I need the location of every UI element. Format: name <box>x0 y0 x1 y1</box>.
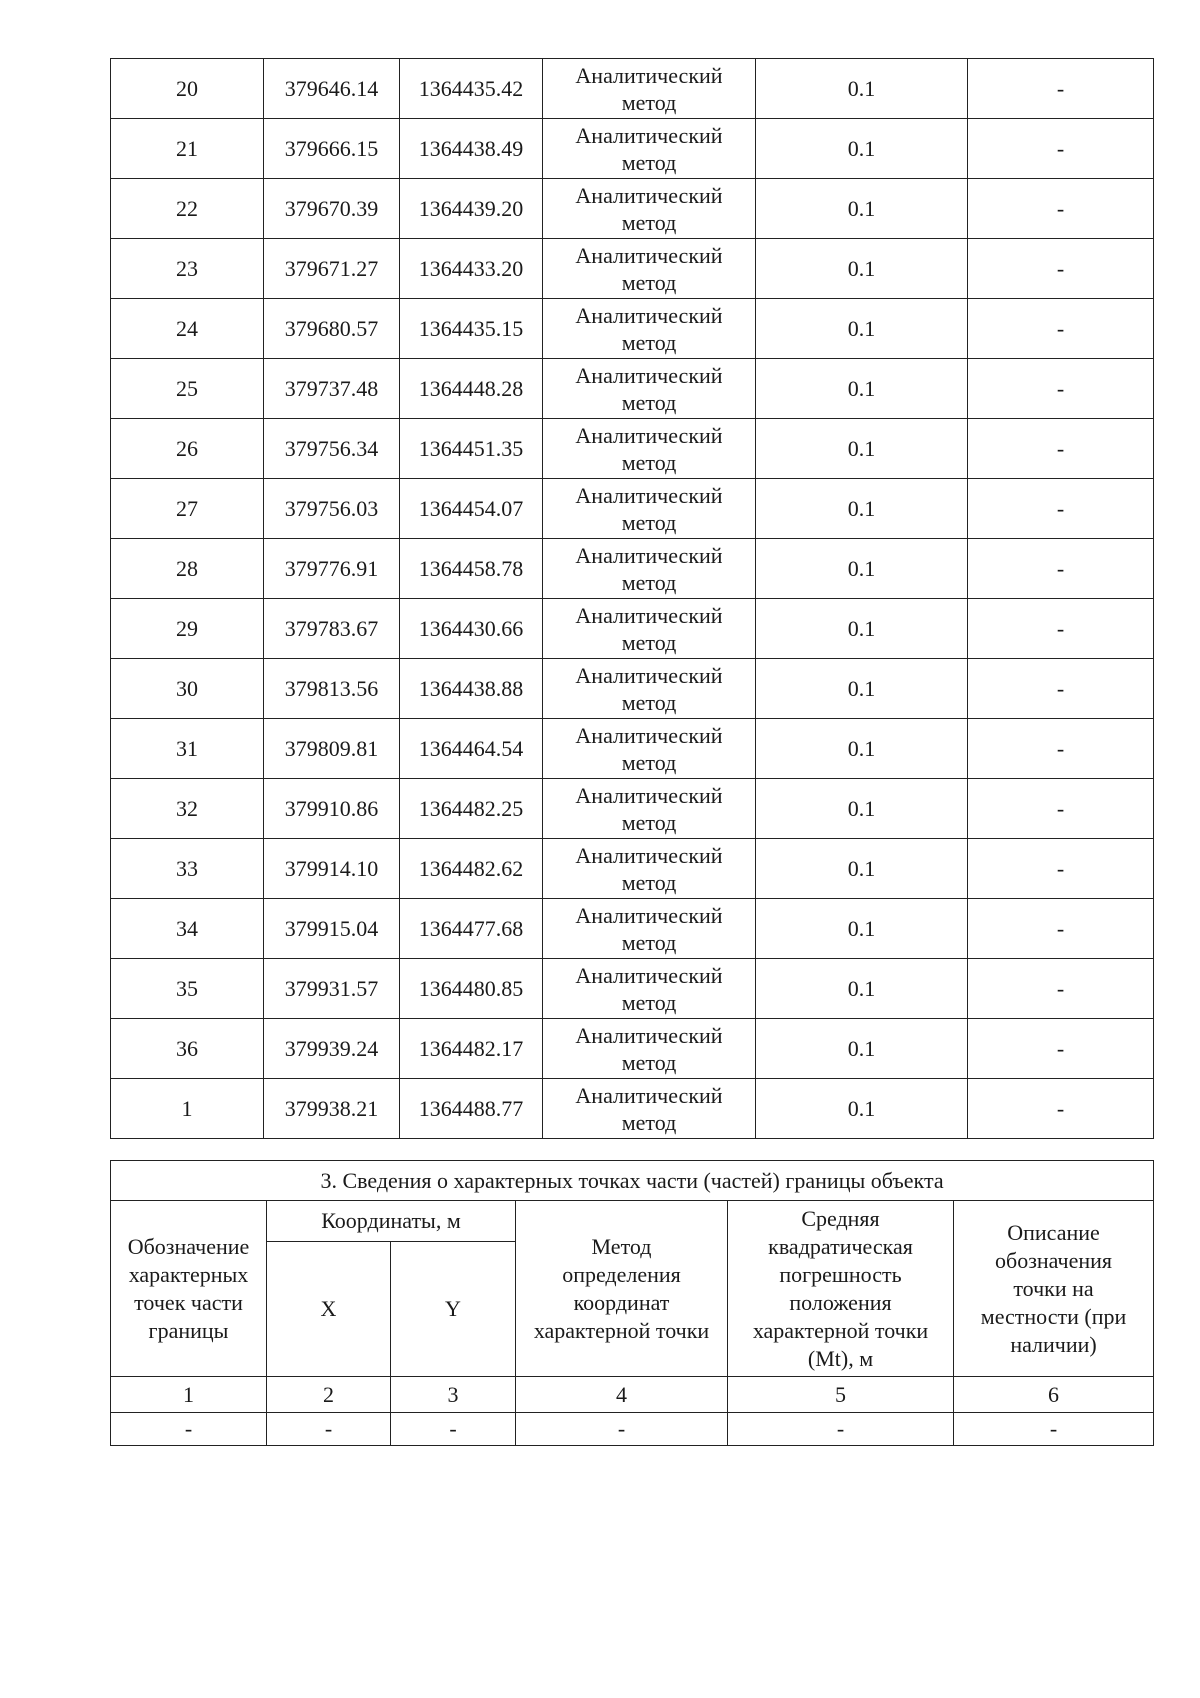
point-row <box>111 359 1154 419</box>
point-row <box>111 539 1154 599</box>
mt-value: 0.1 <box>756 359 968 419</box>
point-number: 23 <box>111 239 264 299</box>
point-number: 32 <box>111 779 264 839</box>
method-cell <box>543 239 756 299</box>
point-row <box>111 59 1154 119</box>
point-number: 22 <box>111 179 264 239</box>
coord-y: 1364448.28 <box>400 359 543 419</box>
point-row <box>111 1079 1154 1139</box>
method-line: Аналитический <box>575 1022 723 1048</box>
coord-x: 379671.27 <box>264 239 400 299</box>
method-line: метод <box>621 389 677 415</box>
method-line: метод <box>621 449 677 475</box>
method-line: метод <box>621 809 677 835</box>
col-number: 5 <box>728 1377 954 1413</box>
method-line: Аналитический <box>575 902 723 928</box>
boundary-points-table <box>110 58 1154 1139</box>
header-designation: Обозначение характерных точек части границы <box>111 1201 267 1377</box>
col-number: 4 <box>516 1377 728 1413</box>
point-row <box>111 719 1154 779</box>
coord-y: 1364433.20 <box>400 239 543 299</box>
coord-y: 1364454.07 <box>400 479 543 539</box>
section3-table <box>110 1160 1154 1446</box>
method-line: метод <box>621 509 677 535</box>
mt-value: 0.1 <box>756 779 968 839</box>
mt-value: 0.1 <box>756 899 968 959</box>
header-method: Метод определения координат характерной точки <box>516 1201 728 1377</box>
mt-value: 0.1 <box>756 839 968 899</box>
method-cell <box>543 419 756 479</box>
point-description: - <box>968 899 1154 959</box>
point-description: - <box>968 239 1154 299</box>
mt-value: 0.1 <box>756 59 968 119</box>
point-description: - <box>968 299 1154 359</box>
coord-x: 379670.39 <box>264 179 400 239</box>
mt-value: 0.1 <box>756 299 968 359</box>
coord-y: 1364438.49 <box>400 119 543 179</box>
point-description: - <box>968 1079 1154 1139</box>
point-description: - <box>968 539 1154 599</box>
point-number: 1 <box>111 1079 264 1139</box>
point-number: 21 <box>111 119 264 179</box>
method-line: Аналитический <box>575 782 723 808</box>
column-numbers-row <box>111 1377 1154 1413</box>
header-x: X <box>267 1242 391 1377</box>
method-line: Аналитический <box>575 482 723 508</box>
point-description: - <box>968 1019 1154 1079</box>
method-line: метод <box>621 1049 677 1075</box>
method-line: Аналитический <box>575 422 723 448</box>
point-number: 27 <box>111 479 264 539</box>
point-number: 20 <box>111 59 264 119</box>
method-cell <box>543 1019 756 1079</box>
point-row <box>111 779 1154 839</box>
mt-value: 0.1 <box>756 1079 968 1139</box>
point-description: - <box>968 59 1154 119</box>
method-cell <box>543 1079 756 1139</box>
point-number: 25 <box>111 359 264 419</box>
point-number: 26 <box>111 419 264 479</box>
col-number: 3 <box>391 1377 516 1413</box>
coord-y: 1364430.66 <box>400 599 543 659</box>
coord-y: 1364435.42 <box>400 59 543 119</box>
coord-y: 1364464.54 <box>400 719 543 779</box>
empty-cell: - <box>516 1413 728 1446</box>
method-cell <box>543 839 756 899</box>
point-row <box>111 119 1154 179</box>
method-line: метод <box>621 1109 677 1135</box>
method-line: метод <box>621 989 677 1015</box>
coord-y: 1364477.68 <box>400 899 543 959</box>
method-cell <box>543 359 756 419</box>
mt-value: 0.1 <box>756 1019 968 1079</box>
point-description: - <box>968 719 1154 779</box>
coord-y: 1364451.35 <box>400 419 543 479</box>
mt-value: 0.1 <box>756 479 968 539</box>
method-line: Аналитический <box>575 602 723 628</box>
mt-value: 0.1 <box>756 719 968 779</box>
col-number: 2 <box>267 1377 391 1413</box>
empty-cell: - <box>954 1413 1154 1446</box>
coord-x: 379910.86 <box>264 779 400 839</box>
point-number: 31 <box>111 719 264 779</box>
coord-x: 379737.48 <box>264 359 400 419</box>
mt-value: 0.1 <box>756 539 968 599</box>
coord-x: 379783.67 <box>264 599 400 659</box>
mt-value: 0.1 <box>756 659 968 719</box>
coord-y: 1364488.77 <box>400 1079 543 1139</box>
header-description: Описание обозначения точки на местности (при наличии) <box>954 1201 1154 1377</box>
coord-y: 1364480.85 <box>400 959 543 1019</box>
point-row <box>111 179 1154 239</box>
point-row <box>111 839 1154 899</box>
method-cell <box>543 59 756 119</box>
coord-x: 379914.10 <box>264 839 400 899</box>
header-mt: Средняя квадратическая погрешность положения характерной точки (Mt), м <box>728 1201 954 1377</box>
method-line: Аналитический <box>575 722 723 748</box>
method-cell <box>543 779 756 839</box>
coord-x: 379809.81 <box>264 719 400 779</box>
coord-y: 1364482.17 <box>400 1019 543 1079</box>
method-line: Аналитический <box>575 662 723 688</box>
point-row <box>111 959 1154 1019</box>
method-cell <box>543 659 756 719</box>
mt-value: 0.1 <box>756 599 968 659</box>
col-number: 6 <box>954 1377 1154 1413</box>
method-line: Аналитический <box>575 182 723 208</box>
method-line: Аналитический <box>575 242 723 268</box>
method-line: Аналитический <box>575 962 723 988</box>
coord-x: 379666.15 <box>264 119 400 179</box>
point-number: 30 <box>111 659 264 719</box>
method-line: метод <box>621 629 677 655</box>
boundary-points-body <box>111 59 1154 1139</box>
point-row <box>111 479 1154 539</box>
method-cell <box>543 179 756 239</box>
empty-data-row <box>111 1413 1154 1446</box>
coord-x: 379939.24 <box>264 1019 400 1079</box>
method-line: метод <box>621 269 677 295</box>
coord-x: 379915.04 <box>264 899 400 959</box>
coord-x: 379680.57 <box>264 299 400 359</box>
method-line: Аналитический <box>575 842 723 868</box>
coord-x: 379646.14 <box>264 59 400 119</box>
method-line: метод <box>621 329 677 355</box>
coord-x: 379938.21 <box>264 1079 400 1139</box>
method-cell <box>543 539 756 599</box>
method-cell <box>543 959 756 1019</box>
header-coordinates: Координаты, м <box>267 1201 516 1242</box>
method-line: Аналитический <box>575 62 723 88</box>
method-line: Аналитический <box>575 1082 723 1108</box>
method-line: метод <box>621 569 677 595</box>
col-number: 1 <box>111 1377 267 1413</box>
point-number: 28 <box>111 539 264 599</box>
point-description: - <box>968 779 1154 839</box>
method-line: метод <box>621 209 677 235</box>
empty-cell: - <box>111 1413 267 1446</box>
point-description: - <box>968 119 1154 179</box>
point-number: 24 <box>111 299 264 359</box>
coord-x: 379756.03 <box>264 479 400 539</box>
point-number: 29 <box>111 599 264 659</box>
point-row <box>111 419 1154 479</box>
coord-x: 379776.91 <box>264 539 400 599</box>
coord-y: 1364482.62 <box>400 839 543 899</box>
point-description: - <box>968 179 1154 239</box>
empty-cell: - <box>267 1413 391 1446</box>
point-row <box>111 599 1154 659</box>
method-cell <box>543 299 756 359</box>
method-line: метод <box>621 689 677 715</box>
point-row <box>111 239 1154 299</box>
method-line: Аналитический <box>575 302 723 328</box>
point-description: - <box>968 359 1154 419</box>
mt-value: 0.1 <box>756 239 968 299</box>
coord-x: 379756.34 <box>264 419 400 479</box>
coord-y: 1364458.78 <box>400 539 543 599</box>
method-cell <box>543 899 756 959</box>
point-description: - <box>968 479 1154 539</box>
method-line: Аналитический <box>575 362 723 388</box>
method-line: Аналитический <box>575 542 723 568</box>
point-row <box>111 659 1154 719</box>
mt-value: 0.1 <box>756 119 968 179</box>
point-description: - <box>968 599 1154 659</box>
mt-value: 0.1 <box>756 419 968 479</box>
point-row <box>111 899 1154 959</box>
method-line: метод <box>621 749 677 775</box>
point-description: - <box>968 839 1154 899</box>
point-description: - <box>968 419 1154 479</box>
point-number: 36 <box>111 1019 264 1079</box>
method-line: метод <box>621 929 677 955</box>
coord-x: 379931.57 <box>264 959 400 1019</box>
section3-caption: 3. Сведения о характерных точках части (частей) границы объекта <box>111 1161 1154 1201</box>
mt-value: 0.1 <box>756 179 968 239</box>
coord-x: 379813.56 <box>264 659 400 719</box>
point-row <box>111 299 1154 359</box>
point-number: 35 <box>111 959 264 1019</box>
header-y: Y <box>391 1242 516 1377</box>
method-cell <box>543 719 756 779</box>
point-description: - <box>968 959 1154 1019</box>
empty-cell: - <box>391 1413 516 1446</box>
point-row <box>111 1019 1154 1079</box>
method-line: метод <box>621 869 677 895</box>
point-number: 33 <box>111 839 264 899</box>
point-description: - <box>968 659 1154 719</box>
method-line: Аналитический <box>575 122 723 148</box>
coord-y: 1364435.15 <box>400 299 543 359</box>
method-cell <box>543 119 756 179</box>
empty-cell: - <box>728 1413 954 1446</box>
coord-y: 1364438.88 <box>400 659 543 719</box>
mt-value: 0.1 <box>756 959 968 1019</box>
method-cell <box>543 599 756 659</box>
coord-y: 1364482.25 <box>400 779 543 839</box>
coord-y: 1364439.20 <box>400 179 543 239</box>
method-cell <box>543 479 756 539</box>
method-line: метод <box>621 89 677 115</box>
point-number: 34 <box>111 899 264 959</box>
method-line: метод <box>621 149 677 175</box>
